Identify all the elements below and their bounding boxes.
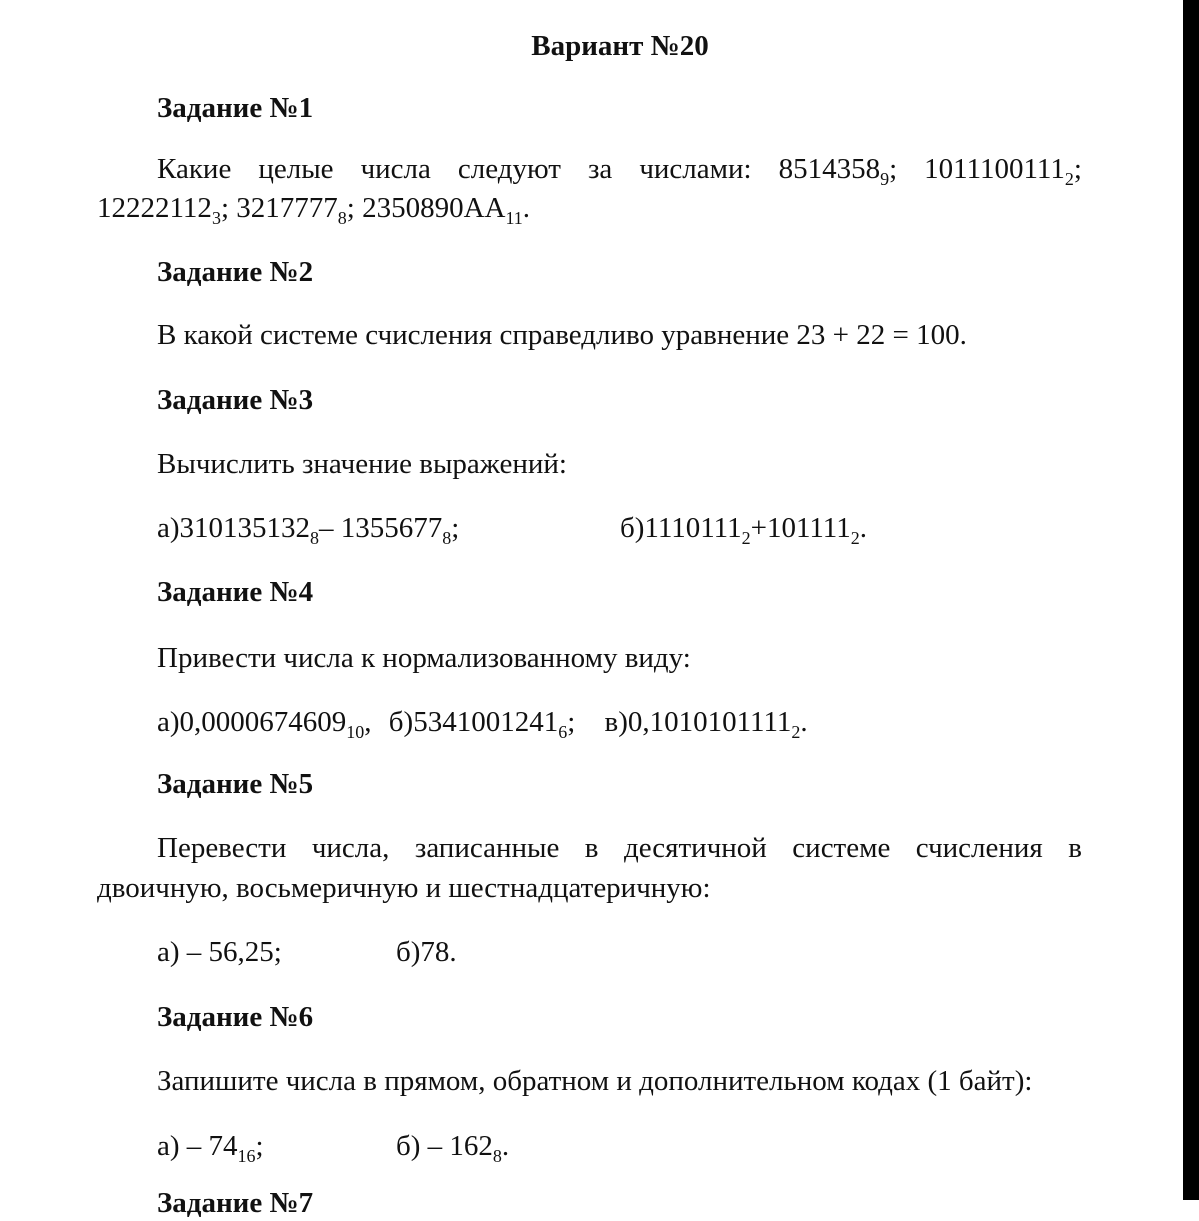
task3-expression-a: $а)310135132_8-$ $1355677_8$; xyxy=(157,512,460,548)
task4-text: Привести числа к нормализованному виду: xyxy=(157,642,691,674)
task4-items xyxy=(157,704,808,740)
task4-item-c: $в)0,1010101111_2$. xyxy=(604,706,808,742)
task1-text-line1: Какие целые числа следуют за числами: $8514358_9$; $1011100111_2$; xyxy=(157,153,1082,189)
task6-text: Запишите числа в прямом, обратном и дополнительном кодах (1 байт): xyxy=(157,1065,1033,1097)
task5-heading: Задание №5 xyxy=(157,768,314,800)
task4-item-b: $б)5341001241_6$; xyxy=(388,706,576,742)
task7-heading: Задание №7 xyxy=(157,1187,314,1219)
task1-heading: Задание №1 xyxy=(157,92,314,124)
task1-number-1: $8514358_9$; xyxy=(778,153,898,189)
page-edge-border xyxy=(1183,0,1199,1200)
variant-title: Вариант №20 xyxy=(531,30,709,62)
task5-text-line1: Перевести числа, записанные в десятичной системе счисления в xyxy=(157,832,1082,864)
task5-item-a: а) – 56,25; xyxy=(157,936,282,968)
task6-heading: Задание №6 xyxy=(157,1001,314,1033)
task4-item-a: $а)0,0000674609_{10}$, xyxy=(157,706,372,742)
task3-heading: Задание №3 xyxy=(157,384,314,416)
task6-item-a: $а) - 74_{16}$; xyxy=(157,1130,264,1166)
task3-text: Вычислить значение выражений: xyxy=(157,448,567,480)
task1-number-5: $2350890AA_{11}$. xyxy=(362,192,531,228)
task2-heading: Задание №2 xyxy=(157,256,314,288)
task1-number-4: $3217777_8$; xyxy=(236,192,355,228)
task1-number-3: $12222112_3$; xyxy=(97,192,229,228)
task3-expression-b: $б)1110111_2+101111_2$. xyxy=(620,512,867,548)
task5-text-line2: двоичную, восьмеричную и шестнадцатеричную: xyxy=(97,872,711,904)
task6-item-b: $б) - 162_8$. xyxy=(396,1130,510,1166)
task1-text-line2 xyxy=(97,190,530,226)
task5-item-b: б)78. xyxy=(396,936,457,968)
task1-number-2: $1011100111_2$; xyxy=(924,153,1082,189)
task4-heading: Задание №4 xyxy=(157,576,314,608)
task2-text: В какой системе счисления справедливо уравнение 23 + 22 = 100. xyxy=(157,319,967,351)
